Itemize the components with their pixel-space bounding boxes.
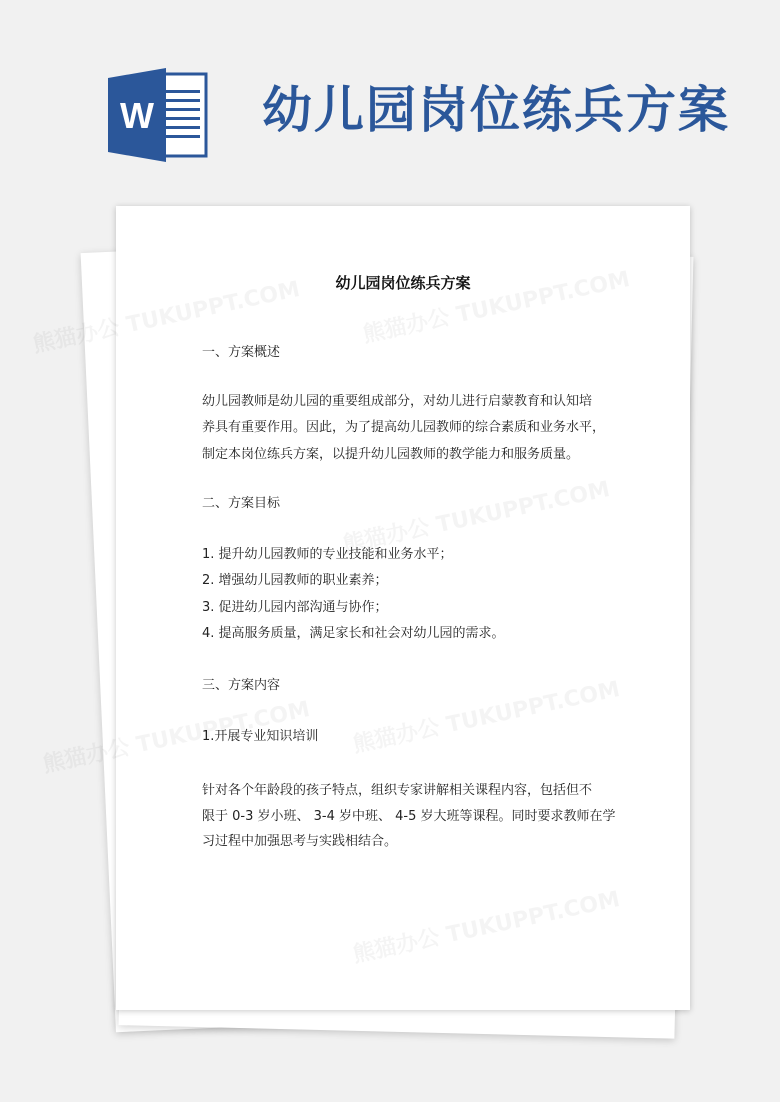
document-body xyxy=(116,206,690,1010)
paragraph-line: 限于 0-3 岁小班、 3-4 岁中班、 4-5 岁大班等课程。同时要求教师在学 xyxy=(202,809,616,824)
list-item: 1. 提升幼儿园教师的专业技能和业务水平； xyxy=(202,547,453,562)
word-logo-letter: W xyxy=(120,95,154,136)
section-heading: 三、方案内容 xyxy=(202,678,281,693)
list-item: 4. 提高服务质量，满足家长和社会对幼儿园的需求。 xyxy=(202,626,505,641)
paragraph-line: 制定本岗位练兵方案，以提升幼儿园教师的教学能力和服务质量。 xyxy=(202,447,580,462)
section-heading: 一、方案概述 xyxy=(202,345,281,360)
list-item: 2. 增强幼儿园教师的职业素养； xyxy=(202,573,388,588)
paragraph-line: 养具有重要作用。因此，为了提高幼儿园教师的综合素质和业务水平， xyxy=(202,420,606,435)
paragraph-line: 针对各个年龄段的孩子特点，组织专家讲解相关课程内容，包括但不 xyxy=(202,783,593,798)
section-heading: 二、方案目标 xyxy=(202,496,281,511)
list-item: 3. 促进幼儿园内部沟通与协作； xyxy=(202,600,388,615)
subsection-heading: 1.开展专业知识培训 xyxy=(202,729,319,744)
paragraph-line: 幼儿园教师是幼儿园的重要组成部分，对幼儿进行启蒙教育和认知培 xyxy=(202,394,593,409)
document-page xyxy=(116,206,690,1010)
document-title: 幼儿园岗位练兵方案 xyxy=(335,274,471,292)
paragraph-line: 习过程中加强思考与实践相结合。 xyxy=(202,834,398,849)
word-logo-icon xyxy=(108,68,208,162)
banner-title: 幼儿园岗位练兵方案 xyxy=(262,80,730,139)
